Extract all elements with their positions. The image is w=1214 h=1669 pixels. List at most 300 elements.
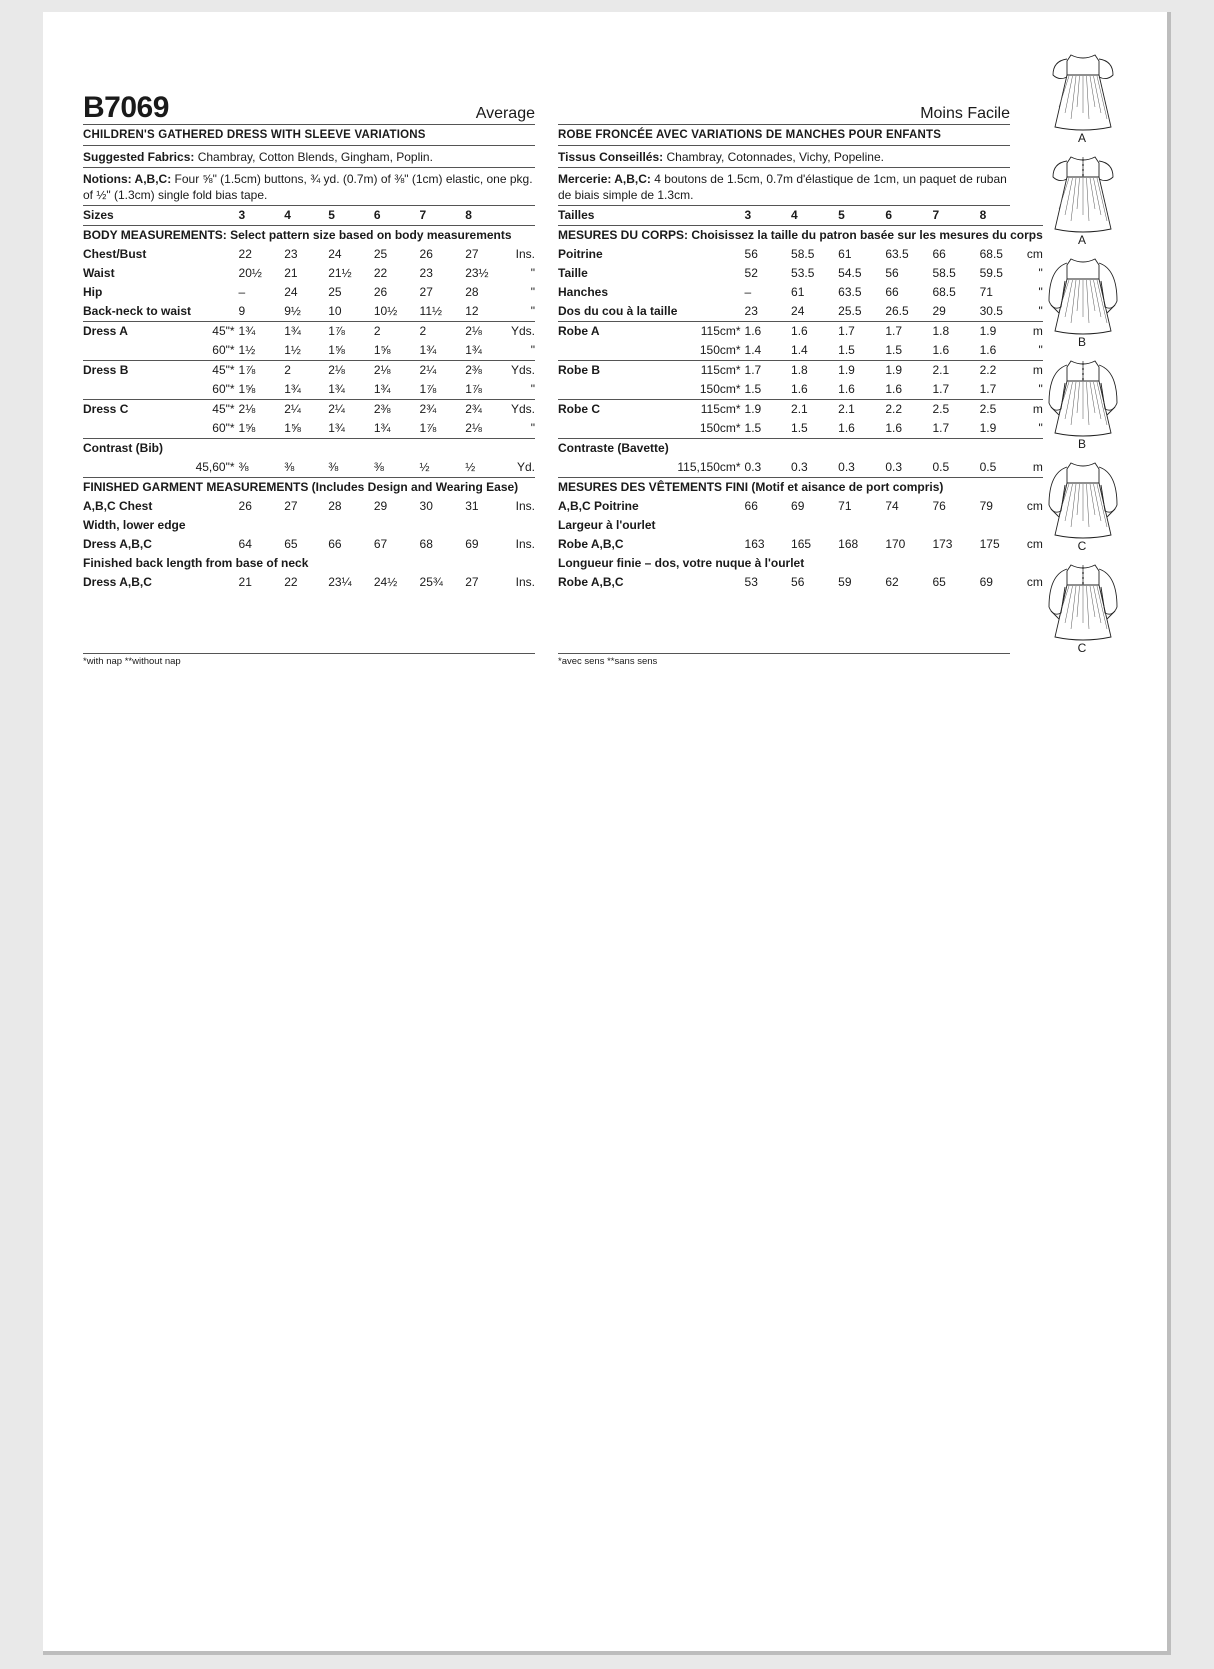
fabric-width (677, 283, 744, 302)
cell-value: 0.5 (979, 460, 997, 474)
cell-value: 2.5 (980, 400, 1027, 420)
fabrics-label: Tissus Conseillés: (558, 150, 664, 164)
body-measurements-heading (83, 226, 535, 246)
fabric-width: 150cm* (699, 343, 741, 357)
cell-value: 58.5 (932, 266, 956, 280)
cell-value: ⅜ (238, 460, 249, 474)
row-label (558, 419, 677, 439)
fabric-width: 60"* (212, 382, 235, 396)
difficulty-level: Average (475, 105, 535, 122)
cell-value: 25.5 (838, 304, 862, 318)
cell-value: 24½ (373, 575, 398, 589)
row-label: Taille (558, 266, 588, 280)
cell-value: 24 (284, 285, 298, 299)
cell-value: 52 (744, 266, 758, 280)
cell-value: 1.9 (745, 400, 792, 420)
cell-value: 7 (932, 208, 940, 222)
unit: " (530, 421, 535, 435)
cell-value: 2.2 (885, 400, 932, 420)
body-measurement-row (558, 264, 1043, 283)
unit: cm (1026, 575, 1043, 589)
cell-value: 27 (465, 575, 479, 589)
fabric-width: 60"* (212, 421, 235, 435)
row-label: Chest/Bust (83, 247, 147, 261)
row-label: Poitrine (558, 247, 603, 261)
contrast-row (558, 458, 1043, 478)
fabric-width (677, 264, 744, 283)
cell-value: 1⅞ (328, 322, 374, 342)
unit: m (1027, 361, 1043, 381)
cell-value: 2⅛ (239, 400, 285, 420)
row-label: Dos du cou à la taille (558, 304, 678, 318)
cell-value: 1¾ (328, 382, 345, 396)
fabric-width: 45,60"* (195, 460, 235, 474)
unit: " (530, 304, 535, 318)
finished-chest-row (558, 497, 1043, 516)
cell-value: 1.9 (980, 322, 1027, 342)
unit: cm (1026, 499, 1043, 513)
cell-value: 170 (885, 537, 906, 551)
view-letter: B (1077, 437, 1086, 451)
suggested-fabrics (558, 146, 1010, 168)
row-label: Robe A,B,C (558, 537, 624, 551)
cell-value: 1¾ (419, 343, 437, 357)
body-measurement-row (83, 264, 535, 283)
cell-value: 2⅛ (465, 322, 511, 342)
cell-value: 30.5 (979, 304, 1003, 318)
length-row (83, 573, 535, 592)
cell-value: 69 (465, 537, 479, 551)
cell-value: 26 (373, 285, 388, 299)
unit: cm (1026, 537, 1043, 551)
cell-value: 26 (238, 499, 252, 513)
unit: " (530, 285, 535, 299)
footnote: *avec sens **sans sens (558, 653, 1010, 667)
fabric-width (191, 245, 239, 264)
cell-value: 0.3 (744, 460, 762, 474)
cell-value: 27 (465, 247, 479, 261)
yardage-row (558, 400, 1043, 420)
dress-sketch-a-front (1033, 47, 1163, 149)
cell-value: 2⅛ (465, 421, 482, 435)
section-heading: Longueur finie – dos, votre nuque à l'ourlet (558, 556, 805, 570)
cell-value: ⅜ (328, 460, 339, 474)
cell-value: 1.4 (744, 343, 762, 357)
fabric-width (677, 573, 744, 592)
cell-value: 66 (932, 247, 946, 261)
unit: m (1027, 400, 1043, 420)
cell-value: 1.5 (744, 382, 762, 396)
cell-value: 10½ (373, 304, 398, 318)
fabric-width: 45"* (191, 361, 239, 381)
cell-value: 1⅝ (238, 421, 256, 435)
pattern-title: CHILDREN'S GATHERED DRESS WITH SLEEVE VARIATIONS (83, 125, 535, 146)
cell-value: 79 (979, 499, 993, 513)
cell-value: 1.6 (791, 322, 838, 342)
cell-value: 1.5 (744, 421, 762, 435)
cell-value: ⅜ (284, 460, 295, 474)
fabric-width: 115cm* (677, 400, 744, 420)
dress-sketch-icon (1041, 353, 1125, 439)
body-measurement-row (558, 283, 1043, 302)
cell-value: 69 (979, 575, 993, 589)
row-label: Dress C (83, 400, 191, 420)
cell-value: 2⅛ (374, 361, 420, 381)
cell-value: 1.6 (979, 343, 997, 357)
row-label (83, 341, 191, 361)
french-column (558, 82, 1043, 592)
cell-value: 1.5 (838, 343, 855, 357)
yardage-row (558, 322, 1043, 342)
cell-value: 29 (373, 499, 388, 513)
cell-value: 1⅞ (239, 361, 285, 381)
width-heading (83, 516, 535, 535)
cell-value: 1.7 (838, 322, 885, 342)
cell-value: 68.5 (932, 285, 956, 299)
dress-sketch-a-back (1033, 149, 1163, 251)
unit: " (1038, 304, 1043, 318)
cell-value: 30 (419, 499, 433, 513)
row-label: A,B,C Chest (83, 499, 153, 513)
yardage-row (558, 341, 1043, 361)
unit: Yd. (516, 460, 535, 474)
cell-value: ⅜ (373, 460, 384, 474)
cell-value: 24 (791, 304, 805, 318)
cell-value: 2.2 (980, 361, 1027, 381)
cell-value: 1¾ (373, 421, 391, 435)
cell-value: 71 (838, 499, 852, 513)
fabric-width (191, 206, 239, 226)
cell-value: 23 (419, 266, 433, 280)
cell-value: 56 (744, 247, 758, 261)
unit (511, 206, 535, 226)
cell-value: 168 (838, 537, 859, 551)
yardage-row (558, 361, 1043, 381)
cell-value: 25 (328, 285, 342, 299)
row-label (558, 380, 677, 400)
pattern-envelope-page (43, 12, 1171, 1655)
cell-value: 20½ (238, 266, 262, 280)
cell-value: 25¾ (419, 575, 443, 589)
row-label: Dress A,B,C (83, 575, 152, 589)
unit: " (1038, 382, 1043, 396)
unit: " (530, 343, 535, 357)
cell-value: 28 (465, 285, 479, 299)
row-label: Robe A (558, 322, 677, 342)
row-label: Robe B (558, 361, 677, 381)
row-label: Sizes (83, 208, 114, 222)
fabric-width: 115,150cm* (677, 460, 741, 474)
cell-value: 1.7 (885, 322, 932, 342)
measurement-table (83, 206, 535, 592)
fabric-width (677, 535, 744, 554)
difficulty-level: Moins Facile (920, 105, 1010, 122)
yardage-row (83, 400, 535, 420)
cell-value: 1⅝ (238, 382, 256, 396)
row-label (83, 419, 191, 439)
cell-value: 2¼ (284, 400, 328, 420)
cell-value: 1.4 (791, 343, 808, 357)
cell-value: 1½ (284, 343, 301, 357)
cell-value: 2.1 (838, 400, 885, 420)
row-label: Hanches (558, 285, 609, 299)
cell-value: 6 (885, 208, 892, 222)
header (83, 82, 535, 125)
cell-value: 1.7 (932, 421, 950, 435)
cell-value: 1⅝ (284, 421, 301, 435)
suggested-fabrics (83, 146, 535, 168)
finished-chest-row (83, 497, 535, 516)
cell-value: 1¾ (328, 421, 345, 435)
cell-value: 27 (419, 285, 433, 299)
cell-value: 1.6 (838, 421, 855, 435)
cell-value: 1⅞ (465, 382, 482, 396)
fabric-width (677, 206, 744, 226)
fabric-width: 45"* (191, 322, 239, 342)
contrast-heading (83, 439, 535, 459)
fabric-width: 115cm* (677, 322, 744, 342)
cell-value: 71 (979, 285, 993, 299)
english-column (83, 82, 535, 592)
row-label (83, 458, 191, 478)
cell-value: 65 (932, 575, 946, 589)
cell-value: 68.5 (979, 247, 1003, 261)
cell-value: 53.5 (791, 266, 815, 280)
fabrics-label: Suggested Fabrics: (83, 150, 195, 164)
fabric-width: 115cm* (677, 361, 744, 381)
cell-value: 62 (885, 575, 899, 589)
body-measurement-row (558, 245, 1043, 264)
contrast-heading (558, 439, 1043, 459)
cell-value: 31 (465, 499, 479, 513)
cell-value: 56 (885, 266, 899, 280)
fabric-width (191, 264, 239, 283)
row-label: Hip (83, 285, 103, 299)
cell-value: 1.7 (745, 361, 792, 381)
cell-value: 2.1 (791, 400, 838, 420)
cell-value: 2¼ (420, 361, 466, 381)
cell-value: 5 (838, 208, 845, 222)
row-label: Robe C (558, 400, 677, 420)
width-row (83, 535, 535, 554)
view-letter: C (1077, 539, 1087, 553)
cell-value: 26.5 (885, 304, 909, 318)
cell-value: 61 (838, 247, 852, 261)
unit: Yds. (511, 322, 535, 342)
cell-value: 23¼ (328, 575, 352, 589)
row-label: A,B,C Poitrine (558, 499, 639, 513)
cell-value: 1½ (238, 343, 256, 357)
cell-value: 1.6 (932, 343, 950, 357)
cell-value: 69 (791, 499, 805, 513)
body-measurement-row (83, 245, 535, 264)
cell-value: 1.6 (885, 421, 902, 435)
row-label: Back-neck to waist (83, 304, 192, 318)
unit: Ins. (515, 575, 535, 589)
cell-value: 1¾ (284, 382, 301, 396)
fabric-width (191, 497, 239, 516)
cell-value: 1.7 (979, 382, 997, 396)
yardage-row (83, 419, 535, 439)
cell-value: 7 (419, 208, 427, 222)
body-measurements-heading (558, 226, 1043, 246)
cell-value: 63.5 (885, 247, 909, 261)
view-letter: A (1077, 131, 1086, 145)
footnote: *with nap **without nap (83, 653, 535, 667)
cell-value: 12 (465, 304, 479, 318)
row-label: Tailles (558, 208, 595, 222)
section-heading: MESURES DU CORPS: Choisissez la taille du patron basée sur les mesures du corps (558, 226, 1043, 246)
cell-value: 2 (420, 322, 466, 342)
row-label: Dress A,B,C (83, 537, 152, 551)
cell-value: 5 (328, 208, 335, 222)
cell-value: 1.8 (791, 361, 838, 381)
fabric-width (191, 573, 239, 592)
fabric-width (677, 497, 744, 516)
cell-value: 68 (419, 537, 433, 551)
cell-value: 1.5 (885, 343, 902, 357)
cell-value: 2¾ (465, 400, 511, 420)
cell-value: 28 (328, 499, 342, 513)
cell-value: 173 (932, 537, 953, 551)
section-heading: BODY MEASUREMENTS: Select pattern size based on body measurements (83, 226, 535, 246)
cell-value: 163 (744, 537, 765, 551)
cell-value: 59.5 (979, 266, 1003, 280)
cell-value: 1¾ (465, 343, 482, 357)
cell-value: 24 (328, 247, 342, 261)
body-measurement-row (83, 302, 535, 322)
notions-label: Mercerie: A,B,C: (558, 172, 651, 186)
cell-value: 1.6 (791, 382, 808, 396)
cell-value: 22 (284, 575, 298, 589)
yardage-row (83, 322, 535, 342)
finished-measurements-heading (558, 478, 1043, 498)
row-label (558, 458, 677, 478)
cell-value: 9½ (284, 304, 301, 318)
cell-value: 76 (932, 499, 946, 513)
cell-value: 1⅝ (373, 343, 391, 357)
finished-measurements-heading (83, 478, 535, 498)
cell-value: 0.3 (791, 460, 808, 474)
row-label (83, 380, 191, 400)
measurement-table (558, 206, 1043, 592)
view-letter: B (1077, 335, 1086, 349)
cell-value: 23 (284, 247, 298, 261)
length-heading (558, 554, 1043, 573)
pattern-title: ROBE FRONCÉE AVEC VARIATIONS DE MANCHES POUR ENFANTS (558, 125, 1010, 146)
cell-value: 1¾ (239, 322, 285, 342)
body-measurement-row (83, 283, 535, 302)
section-heading: Contraste (Bavette) (558, 439, 1043, 459)
sizes-row (558, 206, 1043, 226)
sizes-row (83, 206, 535, 226)
unit: Ins. (515, 499, 535, 513)
row-label: Robe A,B,C (558, 575, 624, 589)
cell-value: 66 (744, 499, 758, 513)
cell-value: – (238, 285, 246, 299)
yardage-row (83, 361, 535, 381)
cell-value: 66 (885, 285, 899, 299)
cell-value: 2⅛ (328, 361, 374, 381)
cell-value: 8 (979, 208, 987, 222)
length-heading (83, 554, 535, 573)
dress-sketch-icon (1041, 251, 1125, 337)
unit: m (1032, 460, 1043, 474)
cell-value: 58.5 (791, 247, 815, 261)
cell-value: 22 (238, 247, 252, 261)
cell-value: 3 (238, 208, 246, 222)
fabric-width: 60"* (212, 343, 235, 357)
unit: " (1038, 285, 1043, 299)
cell-value: ½ (419, 460, 430, 474)
cell-value: 2 (284, 361, 328, 381)
cell-value: 1.9 (838, 361, 885, 381)
fabric-width (677, 245, 744, 264)
fabric-width (677, 302, 744, 322)
unit: Ins. (515, 247, 535, 261)
cell-value: 63.5 (838, 285, 862, 299)
cell-value: 10 (328, 304, 342, 318)
yardage-row (83, 341, 535, 361)
cell-value: 54.5 (838, 266, 862, 280)
cell-value: 2¼ (328, 400, 374, 420)
row-label: Waist (83, 266, 115, 280)
cell-value: 29 (932, 304, 946, 318)
yardage-row (83, 380, 535, 400)
cell-value: 2.5 (932, 400, 979, 420)
cell-value: 1.5 (791, 421, 808, 435)
length-row (558, 573, 1043, 592)
cell-value: 2¾ (420, 400, 466, 420)
dress-sketch-c-front (1033, 455, 1163, 557)
cell-value: 1.9 (979, 421, 997, 435)
notions-text: Four ⅝" (1.5cm) buttons, ¾ yd. (0.7m) of ⅜" (1cm) elastic, one pkg. of ½" (1.3cm) single fold bias tape. (83, 172, 533, 202)
cell-value: 0.3 (885, 460, 902, 474)
cell-value: ½ (465, 460, 476, 474)
fabric-width: 150cm* (699, 382, 741, 396)
cell-value: 6 (373, 208, 381, 222)
row-label (558, 341, 677, 361)
section-heading: MESURES DES VÊTEMENTS FINI (Motif et aisance de port compris) (558, 478, 1043, 498)
yardage-row (558, 380, 1043, 400)
cell-value: 4 (284, 208, 291, 222)
dress-sketch-c-back (1033, 557, 1163, 659)
dress-sketch-icon (1041, 47, 1125, 133)
cell-value: 2.1 (932, 361, 979, 381)
cell-value: 67 (373, 537, 388, 551)
cell-value: 1¾ (284, 322, 328, 342)
unit: Yds. (511, 400, 535, 420)
fabric-width: 45"* (191, 400, 239, 420)
cell-value: 2⅜ (465, 361, 511, 381)
cell-value: 56 (791, 575, 805, 589)
cell-value: 21 (284, 266, 298, 280)
cell-value: 27 (284, 499, 298, 513)
fabric-width (191, 535, 239, 554)
cell-value: 23½ (465, 266, 489, 280)
cell-value: 21 (238, 575, 252, 589)
cell-value: 1⅝ (328, 343, 345, 357)
unit: " (1038, 343, 1043, 357)
row-label: Dress B (83, 361, 191, 381)
fabrics-text: Chambray, Cotton Blends, Gingham, Poplin. (194, 150, 433, 164)
unit: Ins. (515, 537, 535, 551)
unit: " (530, 382, 535, 396)
fabric-width (191, 302, 239, 322)
cell-value: 61 (791, 285, 805, 299)
width-heading (558, 516, 1043, 535)
cell-value: 1⅞ (419, 421, 437, 435)
